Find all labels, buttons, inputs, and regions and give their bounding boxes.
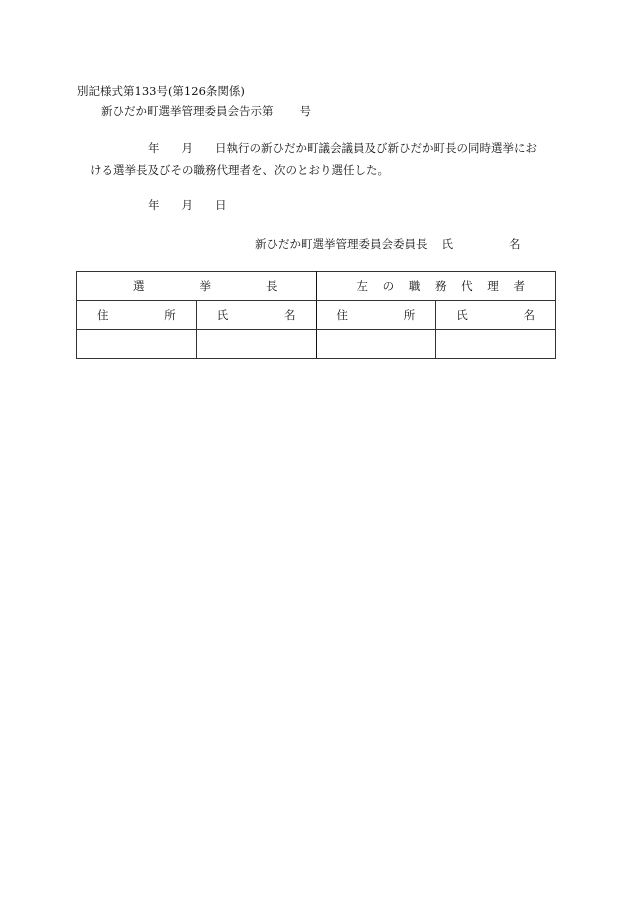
header-char: 理 <box>487 279 499 293</box>
body-year: 年 <box>148 141 160 155</box>
header-deputy <box>316 272 556 301</box>
body-month: 月 <box>181 141 193 155</box>
notice-title <box>101 103 311 119</box>
cell-deputy-address[interactable] <box>316 330 436 359</box>
date-year: 年 <box>148 198 160 212</box>
subheader-char: 名 <box>284 308 296 322</box>
table-subheader-row <box>77 301 556 330</box>
form-number: 別記様式第133号(第126条関係) <box>77 84 245 98</box>
subheader-name <box>196 301 316 330</box>
subheader-char: 住 <box>336 308 348 322</box>
subheader-address <box>77 301 197 330</box>
cell-chief-address[interactable] <box>77 330 197 359</box>
date-day: 日 <box>215 198 227 212</box>
name-label-given: 名 <box>509 237 521 251</box>
issuer-title: 新ひだか町選挙管理委員会委員長 <box>255 237 428 251</box>
header-char: 挙 <box>199 279 211 293</box>
appointment-table <box>76 271 556 359</box>
cell-deputy-name[interactable] <box>436 330 556 359</box>
body-text-rest: 日執行の新ひだか町議会議員及び新ひだか町長の同時選挙にお <box>215 141 537 155</box>
subheader-char: 所 <box>403 308 416 322</box>
header-char: の <box>382 279 395 293</box>
table-row <box>77 330 556 359</box>
subheader-char: 住 <box>97 308 109 322</box>
table-header-row <box>77 272 556 301</box>
subheader-char: 所 <box>164 308 176 322</box>
date-line <box>148 197 227 213</box>
subheader-char: 名 <box>523 308 535 322</box>
header-char: 者 <box>513 279 525 293</box>
subheader-name <box>436 301 556 330</box>
date-month: 月 <box>181 198 193 212</box>
subheader-char: 氏 <box>216 308 229 322</box>
header-election-chief <box>77 272 317 301</box>
header-char: 左 <box>356 279 368 293</box>
signature-line <box>255 236 521 252</box>
header-char: 務 <box>434 279 447 293</box>
subheader-address <box>316 301 436 330</box>
body-text-line-2: ける選挙長及びその職務代理者を、次のとおり選任した。 <box>90 163 389 177</box>
name-label-surname: 氏 <box>441 237 453 251</box>
header-char: 代 <box>461 279 473 293</box>
subheader-char: 氏 <box>456 308 468 322</box>
body-text-line-1 <box>148 140 537 156</box>
notice-title-prefix: 新ひだか町選挙管理委員会告示第 <box>101 104 274 118</box>
cell-chief-name[interactable] <box>196 330 316 359</box>
header-char: 長 <box>266 279 278 293</box>
header-char: 職 <box>408 279 421 293</box>
notice-title-suffix: 号 <box>299 104 311 118</box>
header-char: 選 <box>133 279 145 293</box>
